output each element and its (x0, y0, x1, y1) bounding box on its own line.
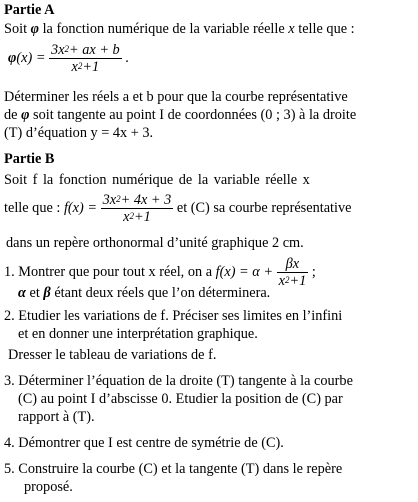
question-3-line2: (C) au point I d’abscisse 0. Etudier la position de (C) par (18, 391, 343, 407)
partA-intro-end: telle que : (298, 21, 355, 37)
partA-task-line3: (T) d’équation y = 4x + 3. (4, 125, 154, 141)
question-1-line2: α et β étant deux réels que l’on déterminera. (18, 285, 271, 301)
question-4: 4. Démontrer que I est centre de symétrie de (C). (4, 435, 284, 451)
phi-denominator: $x^2+1$ (71, 59, 100, 75)
question-5-line1: 5. Construire la courbe (C) et la tangente (T) dans le repère (4, 461, 343, 477)
question-2-line3: Dresser le tableau de variations de f. (8, 347, 217, 363)
f-fraction (101, 192, 174, 225)
partB-intro-line3: dans un repère orthonormal d’unité graphique 2 cm. (6, 235, 304, 251)
partA-intro-text: la fonction numérique de la variable réelle (42, 21, 285, 37)
phi-lhs: (x) = (16, 49, 46, 66)
phi-symbol-task: φ (21, 107, 30, 123)
partA-task-line1: Déterminer les réels a et b pour que la courbe représentative (4, 89, 348, 105)
phi-dot: . (125, 49, 129, 66)
question-3-line1: 3. Déterminer l’équation de la droite (T) tangente à la courbe (4, 373, 353, 389)
partA-task-line2: de φ soit tangente au point I de coordonnées (0 ; 3) à la droite (4, 107, 357, 123)
phi-numerator: $3x^2+$ ax + b (51, 42, 120, 58)
question-3-line3: rapport à (T). (18, 409, 95, 425)
partA-intro (4, 20, 355, 38)
f-numerator: $3x^2+ 4x + 3$ (102, 192, 172, 208)
alpha-symbol: α (18, 285, 26, 301)
phi-fraction (49, 42, 122, 75)
partA-heading: Partie A (4, 2, 55, 18)
question-1: 1. Montrer que pour tout x réel, on a f(x) = α + $\frac{\beta x}{x^2+1}$ ; (4, 256, 316, 289)
q1-denominator: $x^2+1$ (278, 273, 307, 289)
phi-symbol: φ (30, 21, 39, 37)
q1-equation: f(x) = α + (215, 263, 273, 280)
partB-heading: Partie B (4, 151, 55, 167)
q1-numerator: βx (277, 256, 309, 273)
partB-intro-line1: Soit f la fonction numérique de la variable réelle x (4, 172, 310, 188)
phi-definition (8, 42, 129, 75)
q1-fraction (277, 256, 309, 289)
var-x: x (288, 21, 295, 37)
beta-symbol: β (43, 285, 51, 301)
partB-intro-line2: telle que : f(x) = $\frac{3x^2+ 4x + 3}{x^2+1}$ et (C) sa courbe représentative (4, 192, 352, 225)
f-denominator: $x^2+1$ (123, 209, 151, 225)
question-2-line2: et en donner une interprétation graphique. (18, 326, 258, 342)
question-2-line1: 2. Etudier les variations de f. Préciser ses limites en l’infini (4, 308, 343, 324)
partA-intro-soit: Soit (4, 21, 28, 37)
f-lhs: f(x) = (63, 199, 98, 216)
question-5-line2: proposé. (24, 479, 73, 495)
phi-symbol-def: φ (8, 49, 17, 66)
